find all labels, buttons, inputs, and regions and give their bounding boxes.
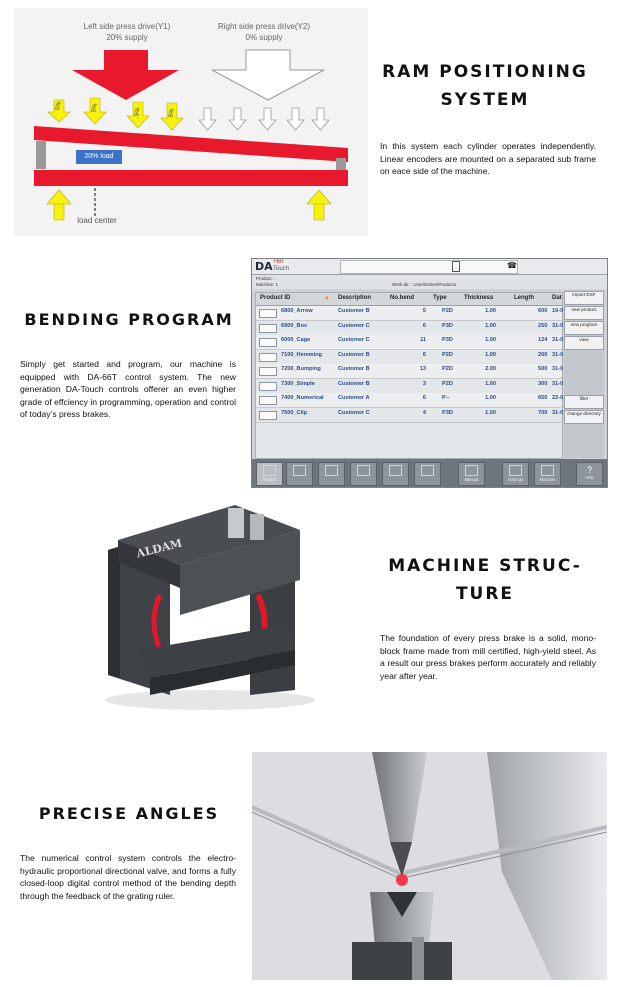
- cell-type: P3D: [442, 409, 453, 416]
- tab-tools[interactable]: [382, 462, 409, 486]
- load-center-label: load center: [77, 216, 117, 225]
- load-label: 20% load: [84, 153, 114, 160]
- cell-type: P3D: [442, 322, 453, 329]
- cell-type: P2D: [442, 380, 453, 387]
- percent-label: 5%: [91, 103, 99, 113]
- col-date[interactable]: Dat: [552, 295, 562, 301]
- right-drive-supply: 0% supply: [245, 33, 283, 42]
- left-drive-supply: 20% supply: [106, 33, 148, 42]
- brand-logo: ALDAM: [135, 536, 184, 561]
- document-icon: [452, 261, 460, 272]
- da-touch-screen: [251, 258, 608, 488]
- cell-bends: 4: [422, 409, 426, 416]
- ram-diagram-graphic: [14, 8, 368, 236]
- cell-thickness: 2.00: [485, 366, 496, 372]
- ram-heading: [380, 58, 590, 114]
- filter-button[interactable]: filter: [564, 395, 604, 409]
- structure-heading-line2: TURE: [455, 584, 515, 604]
- bending-description: Simply get started and program, our machine is equipped with DA-66T control system. The new generation DA-Touch controls offerer an even higher grade of effciency in programming, operation and control of today’s press brakes.: [20, 359, 236, 419]
- tab-3d[interactable]: [350, 462, 377, 486]
- cell-length: 700: [538, 409, 548, 416]
- percent-label: 5%: [168, 108, 176, 118]
- press-brake-graphic: [100, 500, 320, 715]
- cell-id: 7500_Clip: [281, 409, 308, 416]
- cell-bends: 3: [422, 380, 426, 387]
- cell-thickness: 1.00: [485, 337, 496, 343]
- cell-thickness: 1.00: [485, 380, 496, 387]
- cell-length: 500: [538, 366, 548, 372]
- cell-length: 200: [538, 351, 548, 358]
- table-row[interactable]: [256, 364, 562, 379]
- cell-id: 7100_Hemming: [281, 351, 323, 358]
- table-row[interactable]: [256, 350, 562, 365]
- col-thickness[interactable]: Thickness: [464, 295, 494, 301]
- cell-id: 6900_Box: [281, 322, 308, 329]
- ram-positioning-diagram: [14, 8, 368, 236]
- da-logo: DA: [255, 260, 273, 273]
- angles-heading: PRECISE ANGLES: [38, 804, 220, 823]
- cell-id: 6000_Cage: [281, 337, 311, 343]
- cell-type: P2D: [442, 366, 453, 372]
- cell-type: P3D: [442, 337, 453, 343]
- tab-product[interactable]: Product: [256, 462, 283, 486]
- cell-desc: Customer B: [338, 366, 370, 372]
- tab-bend[interactable]: [318, 462, 345, 486]
- part-thumbnail-icon: [259, 338, 277, 347]
- cell-date: 22-0: [552, 395, 564, 401]
- col-type[interactable]: Type: [433, 295, 447, 301]
- cell-date: 16-0: [552, 308, 564, 314]
- tab-help[interactable]: ? Help: [576, 462, 603, 486]
- cell-date: 31-0: [552, 351, 564, 358]
- percent-label: 5%: [55, 101, 63, 111]
- star-icon: [357, 465, 370, 476]
- cell-date: 31-0: [552, 409, 564, 416]
- table-row[interactable]: [256, 321, 562, 336]
- cell-desc: Customer B: [338, 308, 370, 314]
- play-icon: [421, 465, 434, 476]
- cell-desc: Customer B: [338, 351, 370, 358]
- cell-id: 7300_Simple: [281, 380, 315, 387]
- structure-heading: [380, 552, 590, 608]
- table-row[interactable]: [256, 335, 562, 350]
- col-description[interactable]: Description: [338, 295, 372, 301]
- cell-bends: 6: [422, 322, 426, 329]
- tools-icon: [389, 465, 402, 476]
- cell-thickness: 1.00: [485, 395, 496, 401]
- da-info-bar: Product : Machine: 1 Work dir. : User/Delem/Products: [252, 275, 607, 289]
- structure-description: The foundation of every press brake is a solid, mono-block frame made from mill certified, high-yield steel. As a result our press brakes perform accurately and reliably year after year.: [380, 633, 596, 681]
- col-product-id[interactable]: Product ID: [260, 295, 291, 301]
- side-button-panel: [564, 290, 604, 458]
- bending-angle-graphic: [252, 752, 607, 980]
- machine-icon: [541, 465, 554, 476]
- cell-desc: Customer C: [338, 337, 370, 343]
- bottom-tab-bar: [252, 459, 607, 487]
- cell-length: 600: [538, 308, 548, 314]
- part-thumbnail-icon: [259, 324, 277, 333]
- press-brake-image: [100, 500, 320, 715]
- change-directory-button[interactable]: change directory: [564, 410, 604, 424]
- tab-auto[interactable]: [414, 462, 441, 486]
- cell-thickness: 1.00: [485, 322, 496, 329]
- tab-machine[interactable]: Machine: [534, 462, 561, 486]
- cell-thickness: 1.00: [485, 409, 496, 416]
- table-row[interactable]: [256, 393, 562, 408]
- part-thumbnail-icon: [259, 396, 277, 405]
- table-row[interactable]: [256, 306, 562, 321]
- bending-heading: BENDING PROGRAM: [24, 310, 234, 329]
- cell-bends: 11: [420, 337, 426, 343]
- angles-description: The numerical control system controls the electro-hydraulic proportional directional valve, and forms a fully closed-loop digital control method of the bending depth through the feedback of the grating ruler.: [20, 853, 236, 901]
- cell-type: P2D: [442, 351, 453, 358]
- da-header-bar: [252, 259, 607, 275]
- cell-date: 31-0: [552, 337, 564, 343]
- cell-id: 6800_Arrow: [281, 308, 313, 314]
- left-drive-label: Left side press drive(Y1): [83, 22, 171, 31]
- structure-heading-line1: MACHINE STRUC-: [388, 556, 582, 576]
- cell-date: 31-0: [552, 366, 564, 372]
- view-button[interactable]: view: [564, 336, 604, 350]
- cell-bends: 6: [422, 395, 426, 401]
- cell-desc: Customer C: [338, 322, 370, 329]
- right-drive-arrow: [212, 50, 324, 100]
- bend-icon: [325, 465, 338, 476]
- part-thumbnail-icon: [259, 353, 277, 362]
- cell-thickness: 1.00: [485, 351, 496, 358]
- cell-type: P2D: [442, 308, 453, 314]
- program-icon: [293, 465, 306, 476]
- cell-bends: 6: [422, 351, 426, 358]
- cell-bends: 5: [422, 308, 426, 314]
- table-row[interactable]: [256, 408, 562, 423]
- cell-date: 31-0: [552, 380, 564, 387]
- cell-thickness: 1.00: [485, 308, 496, 314]
- tab-program[interactable]: [286, 462, 313, 486]
- part-thumbnail-icon: [259, 411, 277, 420]
- help-icon: ?: [586, 465, 592, 475]
- cell-date: 31-0: [552, 322, 564, 329]
- cell-id: 7200_Bumping: [281, 366, 321, 372]
- left-drive-arrow: [72, 50, 179, 100]
- product-icon: [263, 465, 276, 476]
- lower-bed: [34, 170, 348, 186]
- cell-desc: Customer B: [338, 380, 370, 387]
- cell-bends: 13: [419, 366, 426, 372]
- hand-icon: [465, 465, 478, 476]
- ram-heading-line1: RAM POSITIONING: [382, 62, 588, 82]
- cell-id: 7400_Numerical: [281, 395, 324, 401]
- part-thumbnail-icon: [259, 382, 277, 391]
- cell-length: 124: [538, 337, 548, 343]
- part-thumbnail-icon: [259, 367, 277, 376]
- cell-desc: Customer A: [338, 395, 370, 401]
- bending-angle-photo: [252, 752, 607, 980]
- settings-icon: [509, 465, 522, 476]
- part-thumbnail-icon: [259, 309, 277, 318]
- new-product-button[interactable]: new product: [564, 306, 604, 320]
- new-program-button[interactable]: new program: [564, 321, 604, 335]
- tab-settings[interactable]: Settings: [502, 462, 529, 486]
- ram-heading-line2: SYSTEM: [440, 90, 530, 110]
- da-title-field: [340, 260, 518, 274]
- ram-description: In this system each cylinder operates independently. Linear encoders are mounted on a separated sub frame on eace side of the machine.: [380, 141, 596, 176]
- cell-desc: Customer C: [338, 409, 370, 416]
- percent-label: 5%: [134, 107, 142, 117]
- cell-length: 250: [538, 322, 548, 329]
- cell-length: 650: [538, 395, 548, 401]
- col-length[interactable]: Length: [514, 295, 534, 301]
- da-logo-sup: +60 Touch: [273, 259, 290, 272]
- col-no-bend[interactable]: No.bend: [390, 295, 414, 301]
- product-table: [255, 292, 563, 459]
- right-drive-label: Right side press drive(Y2): [217, 22, 311, 31]
- cell-type: P--: [442, 395, 450, 401]
- sort-arrow-icon: ▲: [324, 295, 330, 301]
- tab-manual[interactable]: Manual: [458, 462, 485, 486]
- lock-icon: ☎: [507, 261, 517, 270]
- import-dxf-button[interactable]: import DXF: [564, 291, 604, 305]
- cell-length: 300: [538, 380, 548, 387]
- table-row[interactable]: [256, 379, 562, 394]
- table-header: [256, 293, 562, 306]
